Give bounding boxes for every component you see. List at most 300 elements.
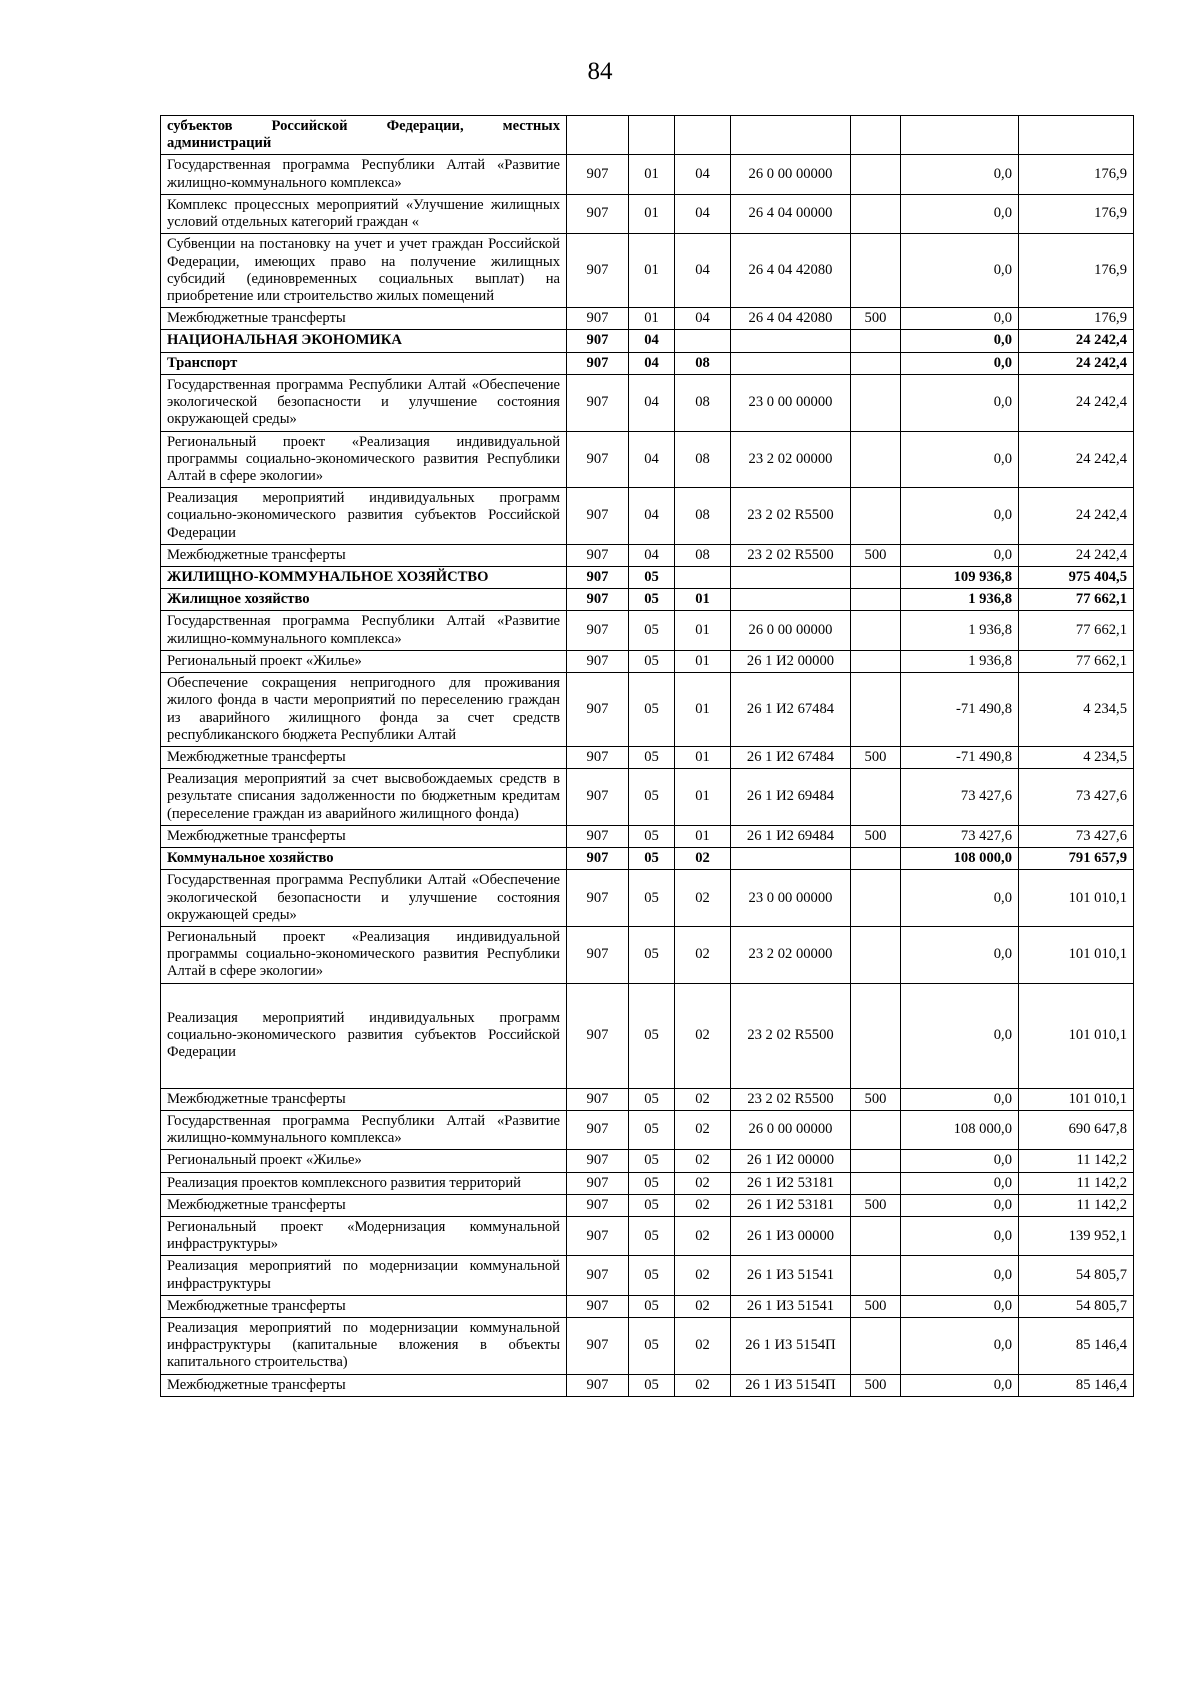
row-name-cell: Реализация мероприятий по модернизации коммунальной инфраструктуры (капитальные вложения в объекты капитального строительства) [161,1318,567,1375]
section-code-cell: 05 [629,1088,675,1110]
subsection-code-cell: 08 [675,488,731,545]
table-row [161,1256,1134,1295]
row-name-cell: Государственная программа Республики Алтай «Развитие жилищно-коммунального комплекса» [161,155,567,194]
amount-total-cell [1019,116,1134,155]
amount-total-cell: 85 146,4 [1019,1318,1134,1375]
row-name-cell: Региональный проект «Реализация индивидуальной программы социально-экономического развития Республики Алтай в сфере экологии» [161,926,567,983]
ministry-code-cell: 907 [567,747,629,769]
ministry-code-cell: 907 [567,544,629,566]
amount-change-cell: 0,0 [901,983,1019,1088]
amount-total-cell: 54 805,7 [1019,1295,1134,1317]
target-article-cell: 23 2 02 00000 [731,926,851,983]
subsection-code-cell [675,116,731,155]
subsection-code-cell: 04 [675,194,731,233]
amount-total-cell: 101 010,1 [1019,870,1134,927]
expense-type-cell [851,1216,901,1255]
budget-table [160,115,1134,1397]
section-code-cell: 05 [629,747,675,769]
ministry-code-cell: 907 [567,234,629,308]
amount-change-cell: 0,0 [901,544,1019,566]
amount-total-cell: 176,9 [1019,234,1134,308]
row-name-cell: Межбюджетные трансферты [161,825,567,847]
subsection-code-cell: 01 [675,747,731,769]
subsection-code-cell [675,567,731,589]
amount-total-cell: 11 142,2 [1019,1194,1134,1216]
expense-type-cell [851,1150,901,1172]
row-name-cell: Обеспечение сокращения непригодного для проживания жилого фонда в части мероприятий по переселению граждан из аварийного жилищного фонда за счет средств республиканского бюджета Республики Алтай [161,673,567,747]
subsection-code-cell: 04 [675,308,731,330]
amount-change-cell [901,116,1019,155]
ministry-code-cell: 907 [567,1295,629,1317]
amount-total-cell: 73 427,6 [1019,825,1134,847]
section-code-cell: 04 [629,488,675,545]
expense-type-cell: 500 [851,1194,901,1216]
amount-total-cell: 101 010,1 [1019,983,1134,1088]
amount-change-cell: 0,0 [901,1172,1019,1194]
section-code-cell: 05 [629,870,675,927]
target-article-cell: 26 1 И3 51541 [731,1256,851,1295]
expense-type-cell [851,567,901,589]
ministry-code-cell: 907 [567,1216,629,1255]
section-code-cell [629,116,675,155]
expense-type-cell: 500 [851,1295,901,1317]
ministry-code-cell: 907 [567,488,629,545]
subsection-code-cell: 02 [675,1088,731,1110]
row-name-cell: Региональный проект «Реализация индивидуальной программы социально-экономического развития Республики Алтай в сфере экологии» [161,431,567,488]
target-article-cell [731,116,851,155]
ministry-code-cell: 907 [567,330,629,352]
row-name-cell: Государственная программа Республики Алтай «Обеспечение экологической безопасности и улучшение состояния окружающей среды» [161,870,567,927]
row-name-cell: Жилищное хозяйство [161,589,567,611]
section-code-cell: 01 [629,308,675,330]
section-code-cell: 05 [629,567,675,589]
amount-total-cell: 4 234,5 [1019,673,1134,747]
table-row [161,308,1134,330]
section-code-cell: 05 [629,1216,675,1255]
row-name-cell: Субвенции на постановку на учет и учет граждан Российской Федерации, имеющих право на получение жилищных субсидий (единовременных социальных выплат) на приобретение или строительство жилых помещений [161,234,567,308]
subsection-code-cell: 04 [675,155,731,194]
amount-total-cell: 24 242,4 [1019,352,1134,374]
table-row [161,352,1134,374]
target-article-cell: 23 2 02 R5500 [731,544,851,566]
amount-total-cell: 24 242,4 [1019,330,1134,352]
amount-change-cell: 109 936,8 [901,567,1019,589]
row-name-cell: ЖИЛИЩНО-КОММУНАЛЬНОЕ ХОЗЯЙСТВО [161,567,567,589]
amount-change-cell: 0,0 [901,1256,1019,1295]
amount-total-cell: 11 142,2 [1019,1150,1134,1172]
table-row [161,234,1134,308]
section-code-cell: 04 [629,544,675,566]
table-row [161,1374,1134,1396]
section-code-cell: 05 [629,1172,675,1194]
amount-total-cell: 791 657,9 [1019,848,1134,870]
expense-type-cell [851,116,901,155]
amount-total-cell: 77 662,1 [1019,611,1134,650]
target-article-cell [731,330,851,352]
section-code-cell: 04 [629,374,675,431]
table-row [161,567,1134,589]
ministry-code-cell: 907 [567,983,629,1088]
ministry-code-cell: 907 [567,374,629,431]
amount-total-cell: 176,9 [1019,308,1134,330]
subsection-code-cell: 02 [675,926,731,983]
table-row [161,374,1134,431]
table-row [161,650,1134,672]
expense-type-cell [851,374,901,431]
row-name-cell: Региональный проект «Жилье» [161,1150,567,1172]
section-code-cell: 05 [629,1150,675,1172]
section-code-cell: 05 [629,1110,675,1149]
target-article-cell: 23 2 02 00000 [731,431,851,488]
subsection-code-cell: 02 [675,1172,731,1194]
table-row [161,589,1134,611]
section-code-cell: 05 [629,1256,675,1295]
row-name-cell: Коммунальное хозяйство [161,848,567,870]
amount-total-cell: 139 952,1 [1019,1216,1134,1255]
subsection-code-cell: 08 [675,431,731,488]
target-article-cell [731,567,851,589]
subsection-code-cell: 04 [675,234,731,308]
section-code-cell: 05 [629,673,675,747]
amount-change-cell: 73 427,6 [901,825,1019,847]
table-row [161,848,1134,870]
target-article-cell: 26 1 И2 67484 [731,747,851,769]
table-row [161,1172,1134,1194]
expense-type-cell [851,611,901,650]
row-name-cell: Государственная программа Республики Алтай «Развитие жилищно-коммунального комплекса» [161,1110,567,1149]
amount-total-cell: 77 662,1 [1019,589,1134,611]
expense-type-cell [851,1110,901,1149]
target-article-cell: 23 0 00 00000 [731,870,851,927]
amount-change-cell: 0,0 [901,870,1019,927]
section-code-cell: 05 [629,848,675,870]
expense-type-cell: 500 [851,825,901,847]
amount-total-cell: 176,9 [1019,155,1134,194]
table-row [161,825,1134,847]
table-row [161,1194,1134,1216]
expense-type-cell [851,155,901,194]
row-name-cell: Межбюджетные трансферты [161,1088,567,1110]
table-row [161,1110,1134,1149]
subsection-code-cell: 02 [675,1194,731,1216]
expense-type-cell [851,983,901,1088]
expense-type-cell: 500 [851,1374,901,1396]
section-code-cell: 04 [629,330,675,352]
row-name-cell: Государственная программа Республики Алтай «Обеспечение экологической безопасности и улучшение состояния окружающей среды» [161,374,567,431]
table-row [161,544,1134,566]
amount-change-cell: 0,0 [901,308,1019,330]
section-code-cell: 05 [629,589,675,611]
expense-type-cell [851,1256,901,1295]
target-article-cell: 26 4 04 42080 [731,308,851,330]
ministry-code-cell: 907 [567,926,629,983]
subsection-code-cell: 08 [675,374,731,431]
section-code-cell: 05 [629,1194,675,1216]
subsection-code-cell: 02 [675,1256,731,1295]
budget-table-body [161,116,1134,1397]
table-row [161,155,1134,194]
table-row [161,926,1134,983]
target-article-cell: 26 1 И2 53181 [731,1194,851,1216]
ministry-code-cell: 907 [567,567,629,589]
subsection-code-cell: 02 [675,848,731,870]
amount-change-cell: 1 936,8 [901,611,1019,650]
table-row [161,1088,1134,1110]
target-article-cell: 26 0 00 00000 [731,1110,851,1149]
amount-change-cell: 0,0 [901,488,1019,545]
amount-change-cell: 73 427,6 [901,769,1019,826]
expense-type-cell [851,589,901,611]
ministry-code-cell: 907 [567,194,629,233]
target-article-cell: 26 1 И2 69484 [731,769,851,826]
target-article-cell [731,352,851,374]
row-name-cell: Межбюджетные трансферты [161,308,567,330]
ministry-code-cell: 907 [567,673,629,747]
expense-type-cell [851,234,901,308]
ministry-code-cell: 907 [567,308,629,330]
section-code-cell: 05 [629,825,675,847]
row-name-cell: НАЦИОНАЛЬНАЯ ЭКОНОМИКА [161,330,567,352]
target-article-cell: 26 1 И2 00000 [731,1150,851,1172]
amount-change-cell: 0,0 [901,352,1019,374]
subsection-code-cell: 08 [675,544,731,566]
amount-total-cell: 975 404,5 [1019,567,1134,589]
subsection-code-cell [675,330,731,352]
expense-type-cell [851,870,901,927]
row-name-cell: Межбюджетные трансферты [161,1194,567,1216]
amount-change-cell: -71 490,8 [901,747,1019,769]
section-code-cell: 05 [629,1374,675,1396]
target-article-cell: 26 1 И3 5154П [731,1318,851,1375]
table-row [161,194,1134,233]
target-article-cell: 26 1 И3 5154П [731,1374,851,1396]
section-code-cell: 05 [629,769,675,826]
amount-change-cell: 108 000,0 [901,848,1019,870]
amount-total-cell: 24 242,4 [1019,544,1134,566]
amount-total-cell: 690 647,8 [1019,1110,1134,1149]
expense-type-cell [851,431,901,488]
table-row [161,769,1134,826]
ministry-code-cell: 907 [567,352,629,374]
row-name-cell: субъектов Российской Федерации, местных администраций [161,116,567,155]
amount-change-cell: 0,0 [901,1216,1019,1255]
amount-change-cell: 108 000,0 [901,1110,1019,1149]
section-code-cell: 01 [629,194,675,233]
amount-change-cell: 0,0 [901,194,1019,233]
target-article-cell: 26 1 И3 00000 [731,1216,851,1255]
amount-change-cell: 0,0 [901,1318,1019,1375]
subsection-code-cell: 02 [675,870,731,927]
subsection-code-cell: 01 [675,611,731,650]
table-row [161,330,1134,352]
expense-type-cell [851,330,901,352]
section-code-cell: 05 [629,1318,675,1375]
ministry-code-cell: 907 [567,431,629,488]
ministry-code-cell [567,116,629,155]
table-row [161,983,1134,1088]
subsection-code-cell: 02 [675,1318,731,1375]
ministry-code-cell: 907 [567,870,629,927]
ministry-code-cell: 907 [567,611,629,650]
expense-type-cell [851,926,901,983]
section-code-cell: 01 [629,155,675,194]
page-number: 84 [587,58,613,85]
table-row [161,1216,1134,1255]
amount-total-cell: 85 146,4 [1019,1374,1134,1396]
amount-change-cell: -71 490,8 [901,673,1019,747]
table-row [161,1150,1134,1172]
ministry-code-cell: 907 [567,1110,629,1149]
subsection-code-cell: 02 [675,983,731,1088]
subsection-code-cell: 01 [675,673,731,747]
amount-total-cell: 101 010,1 [1019,926,1134,983]
target-article-cell: 26 1 И2 53181 [731,1172,851,1194]
amount-change-cell: 0,0 [901,1088,1019,1110]
table-row [161,1295,1134,1317]
target-article-cell: 23 2 02 R5500 [731,983,851,1088]
expense-type-cell: 500 [851,308,901,330]
amount-total-cell: 176,9 [1019,194,1134,233]
subsection-code-cell: 02 [675,1150,731,1172]
ministry-code-cell: 907 [567,1318,629,1375]
row-name-cell: Государственная программа Республики Алтай «Развитие жилищно-коммунального комплекса» [161,611,567,650]
row-name-cell: Реализация мероприятий за счет высвобождаемых средств в результате списания задолженности по бюджетным кредитам (переселение граждан из аварийного жилищного фонда) [161,769,567,826]
target-article-cell: 26 1 И3 51541 [731,1295,851,1317]
row-name-cell: Межбюджетные трансферты [161,1295,567,1317]
expense-type-cell [851,194,901,233]
amount-change-cell: 0,0 [901,234,1019,308]
subsection-code-cell: 01 [675,589,731,611]
table-row [161,1318,1134,1375]
table-row [161,431,1134,488]
target-article-cell: 23 2 02 R5500 [731,1088,851,1110]
row-name-cell: Транспорт [161,352,567,374]
row-name-cell: Реализация мероприятий индивидуальных программ социально-экономического развития субъектов Российской Федерации [161,983,567,1088]
amount-change-cell: 0,0 [901,1194,1019,1216]
ministry-code-cell: 907 [567,1256,629,1295]
target-article-cell [731,589,851,611]
amount-total-cell: 101 010,1 [1019,1088,1134,1110]
amount-total-cell: 4 234,5 [1019,747,1134,769]
expense-type-cell [851,848,901,870]
amount-total-cell: 11 142,2 [1019,1172,1134,1194]
section-code-cell: 05 [629,1295,675,1317]
subsection-code-cell: 08 [675,352,731,374]
ministry-code-cell: 907 [567,825,629,847]
row-name-cell: Реализация проектов комплексного развития территорий [161,1172,567,1194]
ministry-code-cell: 907 [567,848,629,870]
table-row [161,870,1134,927]
ministry-code-cell: 907 [567,1172,629,1194]
amount-total-cell: 24 242,4 [1019,431,1134,488]
section-code-cell: 01 [629,234,675,308]
row-name-cell: Реализация мероприятий по модернизации коммунальной инфраструктуры [161,1256,567,1295]
ministry-code-cell: 907 [567,1374,629,1396]
amount-change-cell: 0,0 [901,155,1019,194]
section-code-cell: 04 [629,352,675,374]
expense-type-cell [851,650,901,672]
amount-change-cell: 0,0 [901,1295,1019,1317]
ministry-code-cell: 907 [567,769,629,826]
target-article-cell: 23 0 00 00000 [731,374,851,431]
table-row [161,488,1134,545]
expense-type-cell: 500 [851,544,901,566]
amount-total-cell: 73 427,6 [1019,769,1134,826]
amount-change-cell: 0,0 [901,926,1019,983]
row-name-cell: Комплекс процессных мероприятий «Улучшение жилищных условий отдельных категорий граждан « [161,194,567,233]
target-article-cell: 26 1 И2 00000 [731,650,851,672]
expense-type-cell: 500 [851,1088,901,1110]
expense-type-cell [851,769,901,826]
section-code-cell: 05 [629,983,675,1088]
row-name-cell: Межбюджетные трансферты [161,544,567,566]
expense-type-cell [851,352,901,374]
ministry-code-cell: 907 [567,650,629,672]
amount-change-cell: 0,0 [901,1150,1019,1172]
amount-total-cell: 24 242,4 [1019,488,1134,545]
section-code-cell: 05 [629,926,675,983]
subsection-code-cell: 02 [675,1374,731,1396]
table-row [161,747,1134,769]
table-row [161,673,1134,747]
subsection-code-cell: 02 [675,1295,731,1317]
target-article-cell: 26 1 И2 69484 [731,825,851,847]
amount-total-cell: 54 805,7 [1019,1256,1134,1295]
target-article-cell: 26 1 И2 67484 [731,673,851,747]
target-article-cell: 26 0 00 00000 [731,611,851,650]
expense-type-cell [851,673,901,747]
row-name-cell: Межбюджетные трансферты [161,747,567,769]
target-article-cell: 26 4 04 00000 [731,194,851,233]
expense-type-cell [851,1172,901,1194]
subsection-code-cell: 01 [675,825,731,847]
target-article-cell: 23 2 02 R5500 [731,488,851,545]
section-code-cell: 04 [629,431,675,488]
ministry-code-cell: 907 [567,1150,629,1172]
table-row [161,116,1134,155]
subsection-code-cell: 01 [675,769,731,826]
expense-type-cell: 500 [851,747,901,769]
amount-change-cell: 1 936,8 [901,589,1019,611]
amount-total-cell: 77 662,1 [1019,650,1134,672]
ministry-code-cell: 907 [567,1194,629,1216]
target-article-cell [731,848,851,870]
expense-type-cell [851,488,901,545]
ministry-code-cell: 907 [567,155,629,194]
target-article-cell: 26 4 04 42080 [731,234,851,308]
expense-type-cell [851,1318,901,1375]
subsection-code-cell: 01 [675,650,731,672]
target-article-cell: 26 0 00 00000 [731,155,851,194]
ministry-code-cell: 907 [567,589,629,611]
ministry-code-cell: 907 [567,1088,629,1110]
row-name-cell: Региональный проект «Модернизация коммунальной инфраструктуры» [161,1216,567,1255]
amount-change-cell: 1 936,8 [901,650,1019,672]
section-code-cell: 05 [629,650,675,672]
row-name-cell: Региональный проект «Жилье» [161,650,567,672]
section-code-cell: 05 [629,611,675,650]
row-name-cell: Реализация мероприятий индивидуальных программ социально-экономического развития субъектов Российской Федерации [161,488,567,545]
amount-change-cell: 0,0 [901,1374,1019,1396]
subsection-code-cell: 02 [675,1216,731,1255]
row-name-cell: Межбюджетные трансферты [161,1374,567,1396]
amount-change-cell: 0,0 [901,431,1019,488]
amount-change-cell: 0,0 [901,330,1019,352]
subsection-code-cell: 02 [675,1110,731,1149]
amount-total-cell: 24 242,4 [1019,374,1134,431]
amount-change-cell: 0,0 [901,374,1019,431]
table-row [161,611,1134,650]
